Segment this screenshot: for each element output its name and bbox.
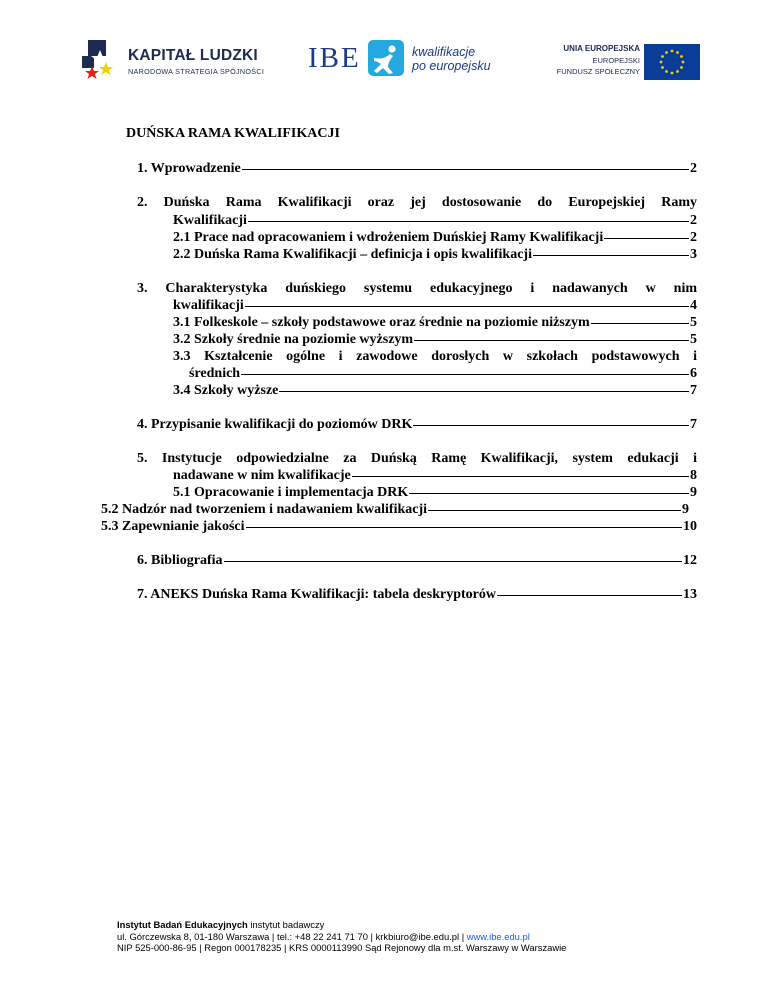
toc-entry-2-1-page: 2 [690,230,697,245]
toc-entry-3-title-end: kwalifikacji [173,298,244,313]
toc-entry-2-1-title: 2.1 Prace nad opracowaniem i wdrożeniem Duńskiej Ramy Kwalifikacji [173,230,604,245]
toc-entry-3-2-title: 3.2 Szkoły średnie na poziomie wyższym [173,332,414,347]
footer-contact-text: ul. Górczewska 8, 01-180 Warszawa | tel.: +48 22 241 71 70 | krkbiuro@ibe.edu.pl | [117,930,467,942]
toc-entry-5-1-title: 5.1 Opracowanie i implementacja DRK [173,485,409,500]
footer-org-type: instytut badawczy [247,919,325,930]
ibe-figure-icon [368,40,404,76]
toc-entry-3-2-page: 5 [690,332,697,347]
toc-entry-3-3-title-end: średnich [189,366,241,381]
toc-leader [533,255,689,256]
toc-entry-3-line1[interactable]: 3. Charakterystyka duńskiego systemu edukacyjnego i nadawanych w nim [137,281,697,296]
toc-entry-7-page: 13 [683,587,697,602]
toc-leader [413,425,689,426]
footer-website-link[interactable]: www.ibe.edu.pl [466,930,530,942]
toc-entry-5-1[interactable] [173,484,697,502]
toc-entry-2-line2[interactable] [173,212,697,230]
ibe-tagline-1: kwalifikacje [412,45,476,59]
kapital-ludzki-subtitle: NARODOWA STRATEGIA SPÓJNOŚCI [128,67,265,76]
footer-org-name: Instytut Badań Edukacyjnych [117,919,248,930]
toc-entry-5-2-title: 5.2 Nadzór nad tworzeniem i nadawaniem kwalifikacji [101,502,428,517]
ibe-tagline-2: po europejsku [412,59,491,73]
toc-entry-3-page: 4 [690,298,697,313]
toc-entry-4[interactable] [137,416,697,434]
ibe-wordmark: IBE [308,42,361,74]
toc-entry-1-title: 1. Wprowadzenie [137,161,241,176]
toc-entry-2-page: 2 [690,213,697,228]
page-footer [117,919,677,954]
kapital-ludzki-emblem-icon [80,36,126,82]
ibe-logo [308,38,508,82]
toc-leader [352,476,689,477]
toc-entry-3-1-page: 5 [690,315,697,330]
toc-entry-7[interactable] [137,586,697,604]
document-title: DUŃSKA RAMA KWALIFIKACJI [126,126,340,141]
toc-entry-3-4-page: 7 [690,383,697,398]
toc-entry-5-1-page: 9 [690,485,697,500]
toc-leader [241,374,689,375]
toc-entry-2-title-end: Kwalifikacji [173,213,247,228]
toc-leader [279,391,689,392]
toc-entry-2-line1[interactable]: 2. Duńska Rama Kwalifikacji oraz jej dostosowanie do Europejskiej Ramy [137,195,697,210]
toc-leader [604,238,689,239]
eu-fund-name-2: FUNDUSZ SPOŁECZNY [556,67,640,76]
toc-entry-5-3-page: 10 [683,519,697,534]
toc-entry-2-2[interactable] [173,246,697,264]
toc-entry-3-line2[interactable] [173,297,697,315]
toc-entry-5-2[interactable] [101,501,689,519]
toc-leader [428,510,681,511]
toc-entry-3-1[interactable] [173,314,697,332]
toc-entry-6-title: 6. Bibliografia [137,553,223,568]
toc-entry-1[interactable] [137,160,697,178]
toc-entry-3-3-line1[interactable]: 3.3 Kształcenie ogólne i zawodowe dorosłych w szkołach podstawowych i [173,349,697,364]
toc-entry-3-1-title: 3.1 Folkeskole – szkoły podstawowe oraz średnie na poziomie niższym [173,315,590,330]
toc-leader [591,323,689,324]
toc-leader [414,340,689,341]
toc-entry-5-3-title: 5.3 Zapewnianie jakości [101,519,245,534]
toc-entry-5-3[interactable] [101,518,697,536]
toc-entry-1-page: 2 [690,161,697,176]
eu-fund-name-1: EUROPEJSKI [592,56,640,65]
toc-entry-4-page: 7 [690,417,697,432]
toc-entry-5-page: 8 [690,468,697,483]
kapital-ludzki-logo [80,36,270,82]
toc-entry-5-line2[interactable] [173,467,697,485]
toc-entry-2-2-page: 3 [690,247,697,262]
toc-entry-3-2[interactable] [173,331,697,349]
toc-leader [245,306,689,307]
toc-entry-5-title-end: nadawane w nim kwalifikacje [173,468,351,483]
toc-leader [497,595,682,596]
toc-leader [409,493,689,494]
footer-org-line [117,919,677,931]
toc-entry-5-line1[interactable]: 5. Instytucje odpowiedzialne za Duńską Ramę Kwalifikacji, system edukacji i [137,451,697,466]
toc-entry-2-1[interactable] [173,229,697,247]
toc-entry-6-page: 12 [683,553,697,568]
toc-entry-3-4[interactable] [173,382,697,400]
toc-entry-3-4-title: 3.4 Szkoły wyższe [173,383,279,398]
toc-entry-7-title: 7. ANEKS Duńska Rama Kwalifikacji: tabela deskryptorów [137,587,496,602]
toc-leader [224,561,682,562]
eu-logo [540,44,706,80]
toc-entry-5-2-page: 9 [682,502,689,517]
toc-entry-4-title: 4. Przypisanie kwalifikacji do poziomów DRK [137,417,413,432]
eu-union-name: UNIA EUROPEJSKA [563,44,640,53]
toc-entry-2-2-title: 2.2 Duńska Rama Kwalifikacji – definicja i opis kwalifikacji [173,247,532,262]
footer-registry-line: NIP 525-000-86-95 | Regon 000178235 | KRS 0000113990 Sąd Rejonowy dla m.st. Warszawy w Warszawie [117,942,567,953]
toc-leader [246,527,682,528]
eu-flag-icon [644,44,700,80]
toc-entry-6[interactable] [137,552,697,570]
toc-leader [248,221,689,222]
toc-entry-3-3-line2[interactable] [189,365,697,383]
kapital-ludzki-name: KAPITAŁ LUDZKI [128,47,258,64]
toc-leader [242,169,689,170]
toc-entry-3-3-page: 6 [690,366,697,381]
footer-contact-line [117,931,677,943]
